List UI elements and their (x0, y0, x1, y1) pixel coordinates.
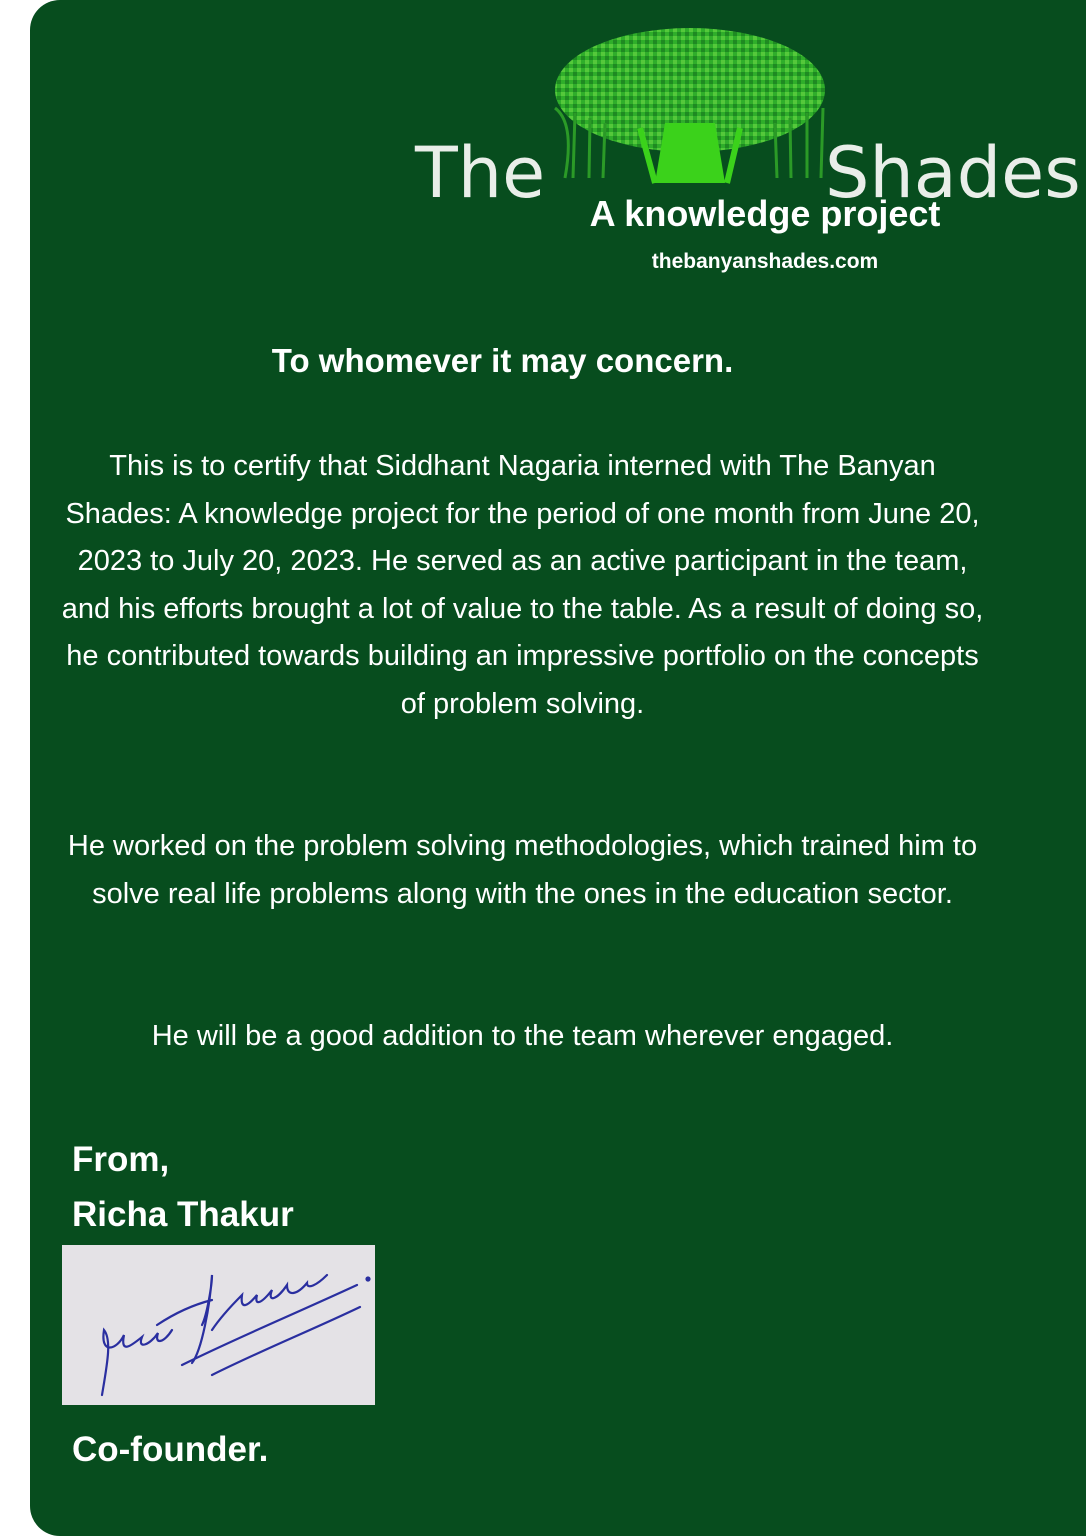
logo-word-the: The (415, 132, 546, 214)
website-url: thebanyanshades.com (651, 250, 879, 273)
signatory-role: Co-founder. (72, 1430, 269, 1469)
handwritten-signature (62, 1245, 375, 1405)
paragraph-certification: This is to certify that Siddhant Nagaria interned with The Banyan Shades: A knowledge project for the period of one month from June 20, 2023 to July 20, 2023. He served as an active participant in the team, and his efforts brought a lot of value to the table. As a result of doing so, he contributed towards building an impressive portfolio on the concepts of problem solving. (61, 450, 984, 720)
banyan-tree-icon (545, 28, 835, 188)
tagline: A knowledge project (589, 193, 941, 234)
logo-word-shades: Shades (825, 132, 1081, 214)
signatory-name: Richa Thakur (72, 1195, 294, 1234)
certificate-page (30, 0, 1086, 1536)
salutation: To whomever it may concern. (271, 342, 734, 379)
signoff-from: From, (72, 1140, 170, 1179)
paragraph-work: He worked on the problem solving methodologies, which trained him to solve real life problems along with the ones in the education sector. (67, 830, 978, 910)
paragraph-recommendation: He will be a good addition to the team wherever engaged. (151, 1020, 894, 1052)
